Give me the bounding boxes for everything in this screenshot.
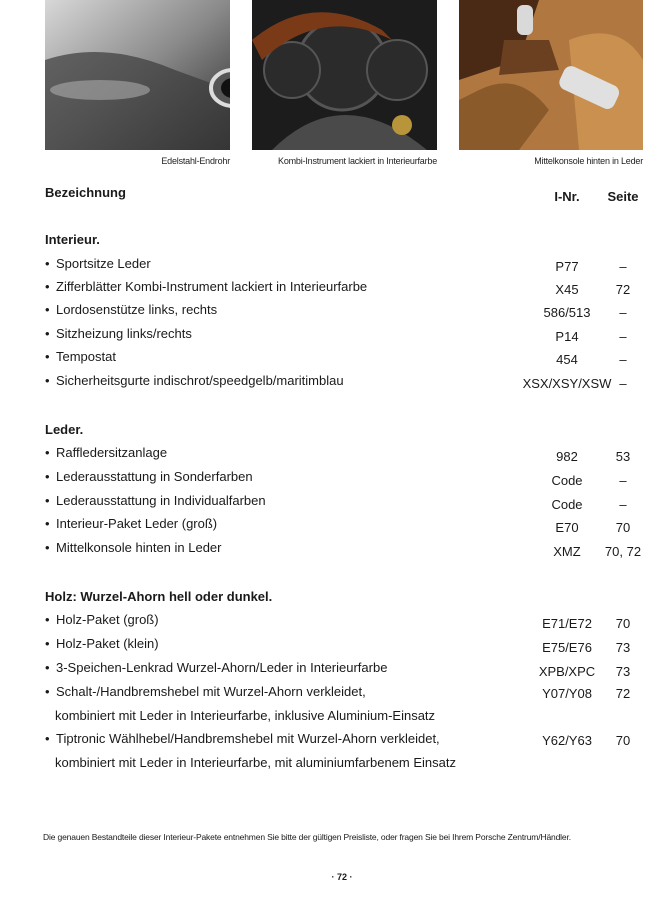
list-item [0,373,662,395]
item-code: X45 [555,282,579,297]
item-page: 70, 72 [604,544,642,559]
list-item [0,516,662,538]
item-code: XPB/XPC [538,664,596,679]
bullet: • [45,373,50,388]
item-code: E71/E72 [542,616,592,631]
item-text: Mittelkonsole hinten in Leder [56,540,222,555]
caption-center-console: Mittelkonsole hinten in Leder [534,156,643,166]
item-page: 53 [615,449,631,464]
bullet: • [45,684,50,699]
page-number: · 72 · [331,872,353,882]
item-page: – [619,329,627,344]
item-page: – [619,376,627,391]
item-code: E75/E76 [542,640,592,655]
bullet: • [45,660,50,675]
item-text: Lederausstattung in Individualfarben [56,493,266,508]
item-text-continued: kombiniert mit Leder in Interieurfarbe, inklusive Aluminium-Einsatz [55,708,436,723]
item-text: Interieur-Paket Leder (groß) [56,516,218,531]
item-page: – [619,352,627,367]
bullet: • [45,540,50,555]
item-page: 70 [615,733,631,748]
bullet: • [45,612,50,627]
item-text: Holz-Paket (groß) [56,612,159,627]
header-code: I-Nr. [554,189,580,204]
section-title: Holz: Wurzel-Ahorn hell oder dunkel. [45,589,273,604]
bullet: • [45,326,50,341]
list-item [0,660,662,682]
item-page: – [619,497,627,512]
list-item [0,636,662,658]
item-text: Sitzheizung links/rechts [56,326,192,341]
header-designation: Bezeichnung [45,185,126,200]
bullet: • [45,279,50,294]
item-code: Y62/Y63 [542,733,592,748]
item-text: Lordosenstütze links, rechts [56,302,218,317]
item-text: Sicherheitsgurte indischrot/speedgelb/maritimblau [56,373,344,388]
photo-exhaust-tip [45,0,230,150]
bullet: • [45,469,50,484]
item-page: 73 [615,640,631,655]
list-item [0,540,662,562]
list-item [0,684,662,730]
item-page: – [619,473,627,488]
item-page: 72 [615,686,631,701]
item-text: Raffledersitzanlage [56,445,168,460]
item-page: – [619,259,627,274]
footnote: Die genauen Bestandteile dieser Interieur-Pakete entnehmen Sie bitte der gültigen Preisliste, oder fragen Sie bei Ihrem Porsche Zentrum/Händler. [43,832,571,842]
item-text: Schalt-/Handbremshebel mit Wurzel-Ahorn verkleidet, [56,684,366,699]
list-item [0,731,662,777]
item-code: XMZ [553,544,581,559]
section-title: Interieur. [45,232,100,247]
list-item [0,302,662,324]
item-page: 70 [615,520,631,535]
bullet: • [45,731,50,746]
item-text: Sportsitze Leder [56,256,151,271]
item-text: Holz-Paket (klein) [56,636,159,651]
bullet: • [45,349,50,364]
item-code: Code [551,473,583,488]
photo-instrument-cluster [252,0,437,150]
bullet: • [45,493,50,508]
item-code: 982 [556,449,578,464]
bullet: • [45,256,50,271]
item-code: 454 [556,352,578,367]
bullet: • [45,516,50,531]
item-code: E70 [555,520,579,535]
item-code: Y07/Y08 [542,686,592,701]
section-title: Leder. [45,422,84,437]
item-code: P14 [555,329,579,344]
item-page: – [619,305,627,320]
item-page: 70 [615,616,631,631]
bullet: • [45,636,50,651]
list-item [0,612,662,634]
bullet: • [45,302,50,317]
caption-exhaust-tip: Edelstahl-Endrohr [161,156,230,166]
list-item [0,256,662,278]
item-text: Tiptronic Wählhebel/Handbremshebel mit Wurzel-Ahorn verkleidet, [56,731,440,746]
bullet: • [45,445,50,460]
list-item [0,445,662,467]
list-item [0,279,662,301]
item-code: P77 [555,259,579,274]
item-code: Code [551,497,583,512]
item-page: 73 [615,664,631,679]
photo-center-console [459,0,643,150]
list-item [0,469,662,491]
item-page: 72 [615,282,631,297]
item-code: 586/513 [543,305,591,320]
item-code: XSX/XSY/XSW [522,376,612,391]
item-text: Tempostat [56,349,116,364]
item-text: Lederausstattung in Sonderfarben [56,469,253,484]
item-text: Zifferblätter Kombi-Instrument lackiert in Interieurfarbe [56,279,368,294]
list-item [0,326,662,348]
item-text-continued: kombiniert mit Leder in Interieurfarbe, mit aluminiumfarbenem Einsatz [55,755,457,770]
list-item [0,493,662,515]
header-page: Seite [607,189,639,204]
caption-instrument-cluster: Kombi-Instrument lackiert in Interieurfarbe [278,156,437,166]
item-text: 3-Speichen-Lenkrad Wurzel-Ahorn/Leder in Interieurfarbe [56,660,388,675]
list-item [0,349,662,371]
